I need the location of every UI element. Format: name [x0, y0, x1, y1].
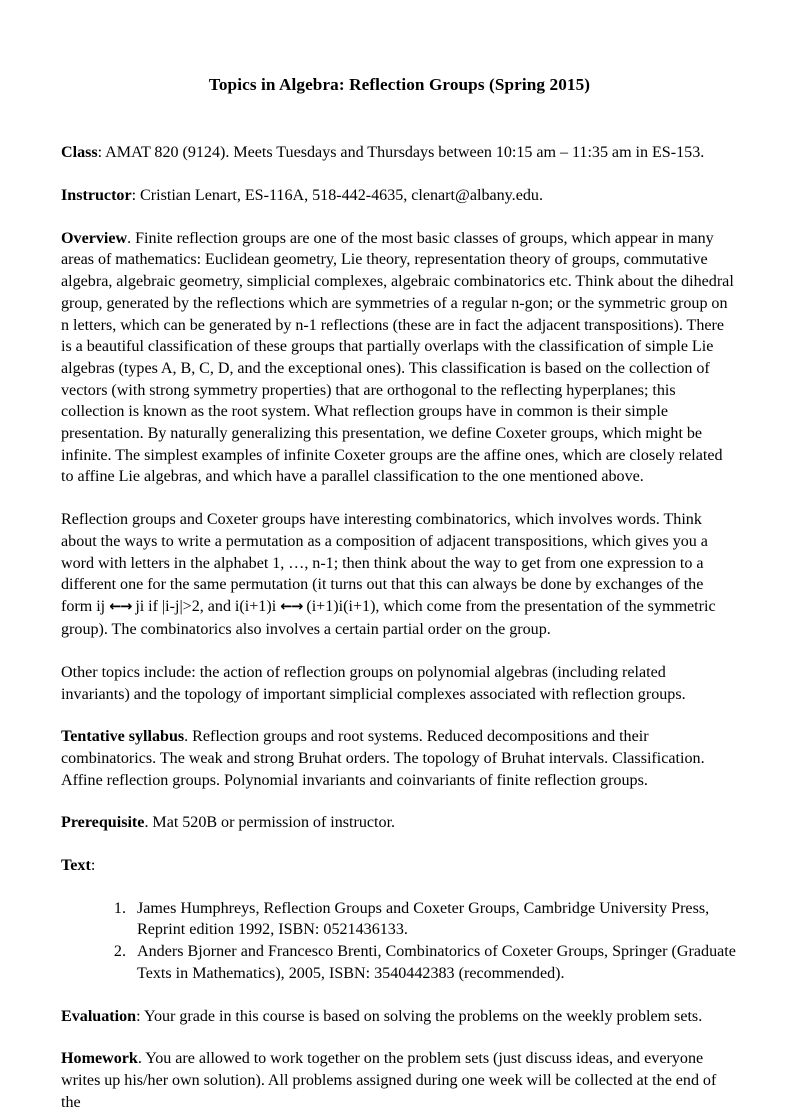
paragraph-spacer: [61, 791, 738, 812]
class-label: Class: [61, 144, 98, 162]
class-text: : AMAT 820 (9124). Meets Tuesdays and Thursdays between 10:15 am – 11:35 am in ES-153.: [97, 144, 705, 162]
text-section-colon: :: [90, 857, 96, 875]
homework-text: . You are allowed to work together on the problem sets (just discuss ideas, and everyone writes up his/her own solution). All problems assigned during one week will be collected at the end of the: [61, 1050, 717, 1111]
paragraph-spacer: [61, 834, 738, 855]
overview-text: . Finite reflection groups are one of the most basic classes of groups, which appear in many areas of mathematics: Euclidean geometry, Lie theory, representation theory of groups, commutative algebra, algebraic geometry, simplicial complexes, algebraic combinatorics etc. Think about the dihedral group, generated by the reflections which are symmetries of a regular n-gon; or the symmetric group on n letters, which can be generated by n-1 reflections (these are in fact the adjacent transpositions). There is a beautiful classification of these groups that partially overlaps with the classification of simple Lie algebras (types A, B, C, D, and the exceptional ones). This classification is based on the collection of vectors (with strong symmetry properties) that are orthogonal to the reflecting hyperplanes; this collection is known as the root system. What reflection groups have in common is their simple presentation. By naturally generalizing this presentation, we define Coxeter groups, which might be infinite. The simplest examples of infinite Coxeter groups are the affine ones, which are closely related to affine Lie algebras, and which have a parallel classification to the one mentioned above.: [61, 229, 734, 486]
left-right-arrow-icon: ←→: [109, 599, 132, 616]
title-spacer: [61, 95, 738, 142]
text-section-label: Text: [61, 857, 91, 875]
combinatorics-text-part1: Reflection groups and Coxeter groups have interesting combinatorics, which involves words. Think about the ways to write a permutation as a composition of adjacent transpositions, which gives you a word with letters in the alphabet 1, …, n-1; then think about the way to get from one expression to a different one for the same permutation (it turns out that this can always be done by exchanges of the form ij: [61, 511, 708, 615]
overview-label: Overview: [61, 229, 128, 247]
tentative-syllabus-text: . Reflection groups and root systems. Reduced decompositions and their combinatorics. The weak and strong Bruhat orders. The topology of Bruhat intervals. Classification. Affine reflection groups. Polynomial invariants and coinvariants of finite reflection groups.: [61, 728, 705, 789]
page-title: Topics in Algebra: Reflection Groups (Spring 2015): [208, 75, 591, 94]
instructor-label: Instructor: [61, 187, 132, 204]
instructor-text: : Cristian Lenart, ES-116A, 518-442-4635, clenart@albany.edu.: [131, 187, 543, 204]
evaluation-label: Evaluation: [61, 1007, 137, 1025]
combinatorics-text-part3: (i+1)i(i+1), which come from the presentation of the symmetric group). The combinatorics also involves a certain partial order on the group.: [61, 597, 716, 639]
document-body: [61, 0, 738, 1113]
paragraph-spacer: [61, 705, 738, 726]
left-right-arrow-icon: ←→: [280, 599, 303, 616]
list-item: 1. James Humphreys, Reflection Groups and Coxeter Groups, Cambridge University Press, Reprint edition 1992, ISBN: 0521436133.: [130, 898, 738, 941]
combinatorics-text-part2: ji if |i-j|>2, and i(i+1)i: [131, 597, 281, 615]
combinatorics-paragraph: [61, 509, 738, 641]
list-item: 2. Anders Bjorner and Francesco Brenti, Combinatorics of Coxeter Groups, Springer (Graduate Texts in Mathematics), 2005, ISBN: 3540442383 (recommended).: [130, 941, 738, 984]
paragraph-spacer: [61, 164, 738, 185]
tentative-syllabus-paragraph: [61, 726, 738, 791]
paragraph-spacer: [61, 207, 738, 228]
paragraph-spacer: [61, 985, 738, 1006]
text-section-heading: [61, 855, 738, 877]
other-topics-paragraph: Other topics include: the action of reflection groups on polynomial algebras (including related invariants) and the topology of important simplicial complexes associated with reflection groups.: [61, 663, 686, 703]
paragraph-spacer: [61, 877, 738, 898]
prerequisite-label: Prerequisite: [61, 814, 145, 832]
evaluation-paragraph: [61, 1006, 738, 1028]
homework-label: Homework: [61, 1050, 138, 1068]
paragraph-spacer: [61, 641, 738, 662]
book-list: [61, 898, 738, 985]
paragraph-spacer: [61, 488, 738, 509]
homework-paragraph: [61, 1048, 738, 1113]
instructor-paragraph: [61, 185, 738, 207]
overview-paragraph: [61, 228, 738, 488]
prerequisite-paragraph: [61, 812, 738, 834]
prerequisite-text: . Mat 520B or permission of instructor.: [144, 814, 396, 832]
tentative-syllabus-label: Tentative syllabus: [61, 728, 185, 746]
class-paragraph: [61, 142, 738, 164]
paragraph-spacer: [61, 1027, 738, 1048]
evaluation-text: : Your grade in this course is based on solving the problems on the weekly problem sets.: [136, 1007, 703, 1025]
